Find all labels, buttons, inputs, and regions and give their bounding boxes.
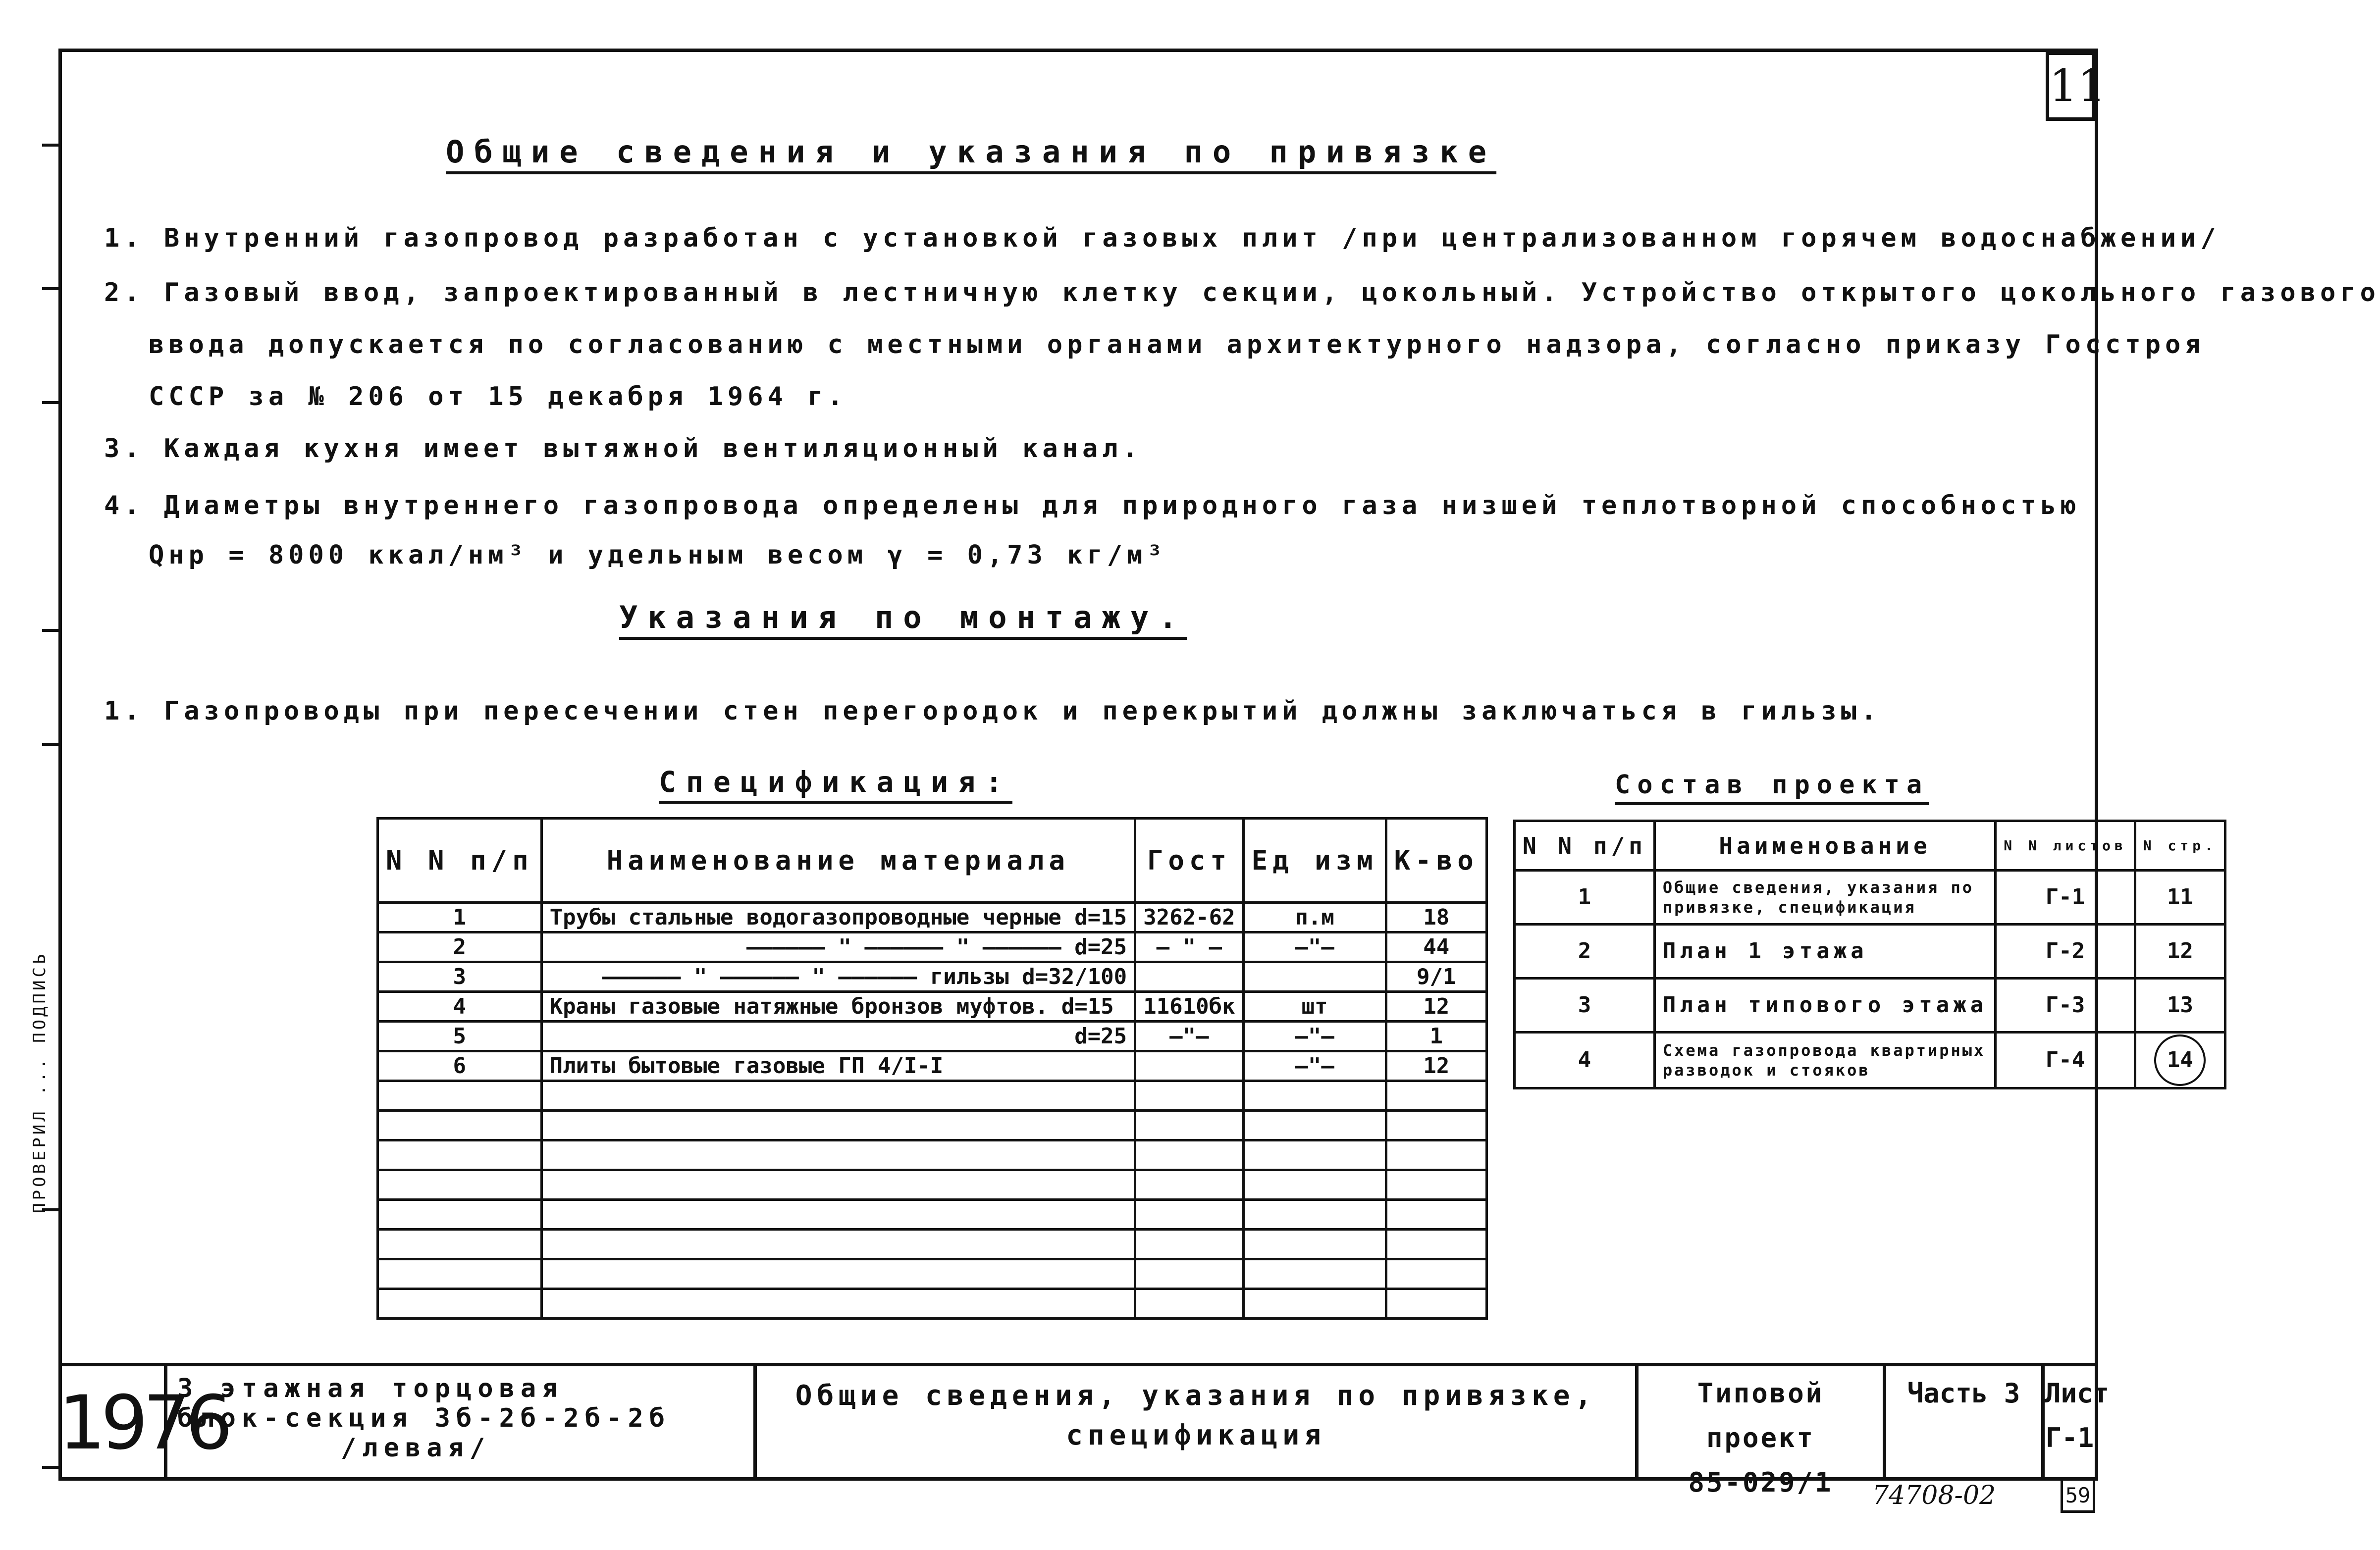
archive-number: 74708-02 <box>1872 1481 1996 1510</box>
general-item: ввода допускается по согласованию с местными органами архитектурного надзора, согласно приказу Госстроя <box>149 330 2205 360</box>
table-row: 5 d=25 —"— —"— 1 <box>378 1022 1487 1051</box>
col-header: Наименование материала <box>541 819 1135 903</box>
col-header: Ед изм <box>1243 819 1386 903</box>
mounting-item: 1. Газопроводы при пересечении стен перегородок и перекрытий должны заключаться в гильзы. <box>104 696 1881 726</box>
table-row-empty <box>378 1140 1487 1170</box>
margin-tick <box>42 287 62 290</box>
col-header: N N п/п <box>378 819 542 903</box>
sheet-number: 59 <box>2061 1478 2095 1513</box>
table-row: 2 —————— " —————— " —————— d=25 — " — —"— 44 <box>378 932 1487 962</box>
composition-table: N N п/п Наименование N N листов N стр. 1 Общие сведения, указания по привязке, спецификация Г-1 11 2 План 1 этажа Г-2 12 3 План типового этажа Г-3 13 4 Схема газопровода квартирных разводок и стояков Г-4 14 <box>1513 820 2226 1089</box>
table-row: 6 Плиты бытовые газовые ГП 4/I-I —"— 12 <box>378 1051 1487 1081</box>
sheet-info: Лист Г-1 <box>2045 1378 2110 1453</box>
table-row-empty <box>378 1289 1487 1319</box>
object-name: 3 этажная торцовая блок-секция 3б-2б-2б-2б /левая/ <box>167 1366 757 1481</box>
table-row: 3 —————— " —————— " —————— гильзы d=32/100 9/1 <box>378 962 1487 992</box>
table-row-empty <box>378 1170 1487 1200</box>
col-header: К-во <box>1386 819 1486 903</box>
table-row: 1 Трубы стальные водогазопроводные черные d=15 3262-62 п.м 18 <box>378 903 1487 932</box>
table-row: 1 Общие сведения, указания по привязке, спецификация Г-1 11 <box>1515 871 2225 925</box>
specification-title: Спецификация: <box>659 765 1012 799</box>
general-item: 4. Диаметры внутреннего газопровода определены для природного газа низшей теплотворной способностью <box>104 491 2081 520</box>
general-item: 2. Газовый ввод, запроектированный в лестничную клетку секции, цокольный. Устройство открытого цокольного газового <box>104 278 2380 308</box>
table-row-empty <box>378 1111 1487 1140</box>
sheet-title: Общие сведения, указания по привязке, спецификация <box>757 1366 1639 1481</box>
table-row: 4 Краны газовые натяжные бронзов муфтов. d=15 11610бк шт 12 <box>378 992 1487 1022</box>
year: 1976 <box>58 1366 167 1481</box>
table-row: 2 План 1 этажа Г-2 12 <box>1515 925 2225 979</box>
general-item: 1. Внутренний газопровод разработан с установкой газовых плит /при централизованном горячем водоснабжении/ <box>104 223 2221 253</box>
project-info: Типовой проект 85-029/1 <box>1639 1366 1886 1481</box>
margin-tick <box>42 629 62 632</box>
mounting-title: Указания по монтажу. <box>619 599 1187 635</box>
table-row: 4 Схема газопровода квартирных разводок и стояков Г-4 14 <box>1515 1033 2225 1088</box>
general-item: СССР за № 206 от 15 декабря 1964 г. <box>149 382 847 412</box>
composition-title: Состав проекта <box>1615 770 1929 800</box>
table-row-empty <box>378 1081 1487 1111</box>
sidebar-signature-text: ПРОВЕРИЛ ... ПОДПИСЬ <box>30 951 50 1213</box>
general-item: Qнр = 8000 ккал/нм³ и удельным весом γ = 0,73 кг/м³ <box>149 540 1167 570</box>
table-row: 3 План типового этажа Г-3 13 <box>1515 979 2225 1033</box>
table-row-empty <box>378 1200 1487 1230</box>
table-row-empty <box>378 1230 1487 1259</box>
table-row-empty <box>378 1259 1487 1289</box>
general-item: 3. Каждая кухня имеет вытяжной вентиляционный канал. <box>104 434 1142 464</box>
col-header: Гост <box>1135 819 1243 903</box>
page-number: 11 <box>2046 52 2095 121</box>
specification-table <box>376 817 1488 1320</box>
margin-tick <box>42 401 62 404</box>
margin-tick <box>42 743 62 746</box>
circled-page-number: 14 <box>2154 1034 2206 1086</box>
part: Часть 3 <box>1886 1366 2045 1481</box>
general-title: Общие сведения и указания по привязке <box>446 134 1497 170</box>
margin-tick <box>42 144 62 147</box>
